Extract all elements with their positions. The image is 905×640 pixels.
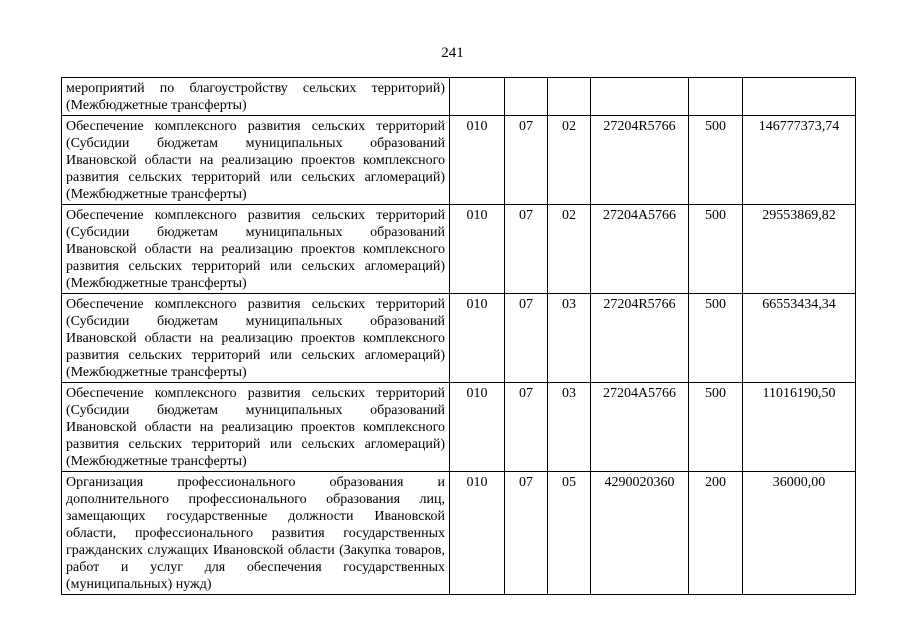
- subsection-code: 03: [548, 294, 591, 383]
- row-description: Обеспечение комплексного развития сельских территорий (Субсидии бюджетам муниципальных образований Ивановской области на реализацию проектов комплексного развития сельских территорий или сельских агломераций) (Межбюджетные трансферты): [62, 383, 450, 472]
- section-code: 07: [505, 294, 548, 383]
- admin-code: 010: [450, 294, 505, 383]
- expense-type-code: 500: [689, 116, 743, 205]
- target-code: 27204А5766: [591, 205, 689, 294]
- target-code: 27204А5766: [591, 383, 689, 472]
- admin-code: 010: [450, 383, 505, 472]
- expense-type-code: 500: [689, 205, 743, 294]
- admin-code: 010: [450, 116, 505, 205]
- section-code: [505, 78, 548, 116]
- row-description: Обеспечение комплексного развития сельских территорий (Субсидии бюджетам муниципальных образований Ивановской области на реализацию проектов комплексного развития сельских территорий или сельских агломераций) (Межбюджетные трансферты): [62, 116, 450, 205]
- table-row: [62, 78, 856, 116]
- amount: [743, 78, 856, 116]
- amount: 66553434,34: [743, 294, 856, 383]
- budget-table: [61, 77, 856, 595]
- subsection-code: 05: [548, 472, 591, 595]
- table-row: [62, 205, 856, 294]
- expense-type-code: [689, 78, 743, 116]
- section-code: 07: [505, 383, 548, 472]
- target-code: [591, 78, 689, 116]
- admin-code: 010: [450, 472, 505, 595]
- section-code: 07: [505, 205, 548, 294]
- table-row: [62, 116, 856, 205]
- subsection-code: 02: [548, 116, 591, 205]
- subsection-code: [548, 78, 591, 116]
- row-description: Обеспечение комплексного развития сельских территорий (Субсидии бюджетам муниципальных образований Ивановской области на реализацию проектов комплексного развития сельских территорий или сельских агломераций) (Межбюджетные трансферты): [62, 205, 450, 294]
- expense-type-code: 200: [689, 472, 743, 595]
- amount: 11016190,50: [743, 383, 856, 472]
- row-description: Обеспечение комплексного развития сельских территорий (Субсидии бюджетам муниципальных образований Ивановской области на реализацию проектов комплексного развития сельских территорий или сельских агломераций) (Межбюджетные трансферты): [62, 294, 450, 383]
- target-code: 27204R5766: [591, 294, 689, 383]
- subsection-code: 03: [548, 383, 591, 472]
- page-number: 241: [441, 45, 464, 61]
- row-description: мероприятий по благоустройству сельских территорий) (Межбюджетные трансферты): [62, 78, 450, 116]
- target-code: 4290020360: [591, 472, 689, 595]
- amount: 36000,00: [743, 472, 856, 595]
- table-row: [62, 294, 856, 383]
- target-code: 27204R5766: [591, 116, 689, 205]
- subsection-code: 02: [548, 205, 591, 294]
- expense-type-code: 500: [689, 383, 743, 472]
- table-row: [62, 472, 856, 595]
- section-code: 07: [505, 472, 548, 595]
- row-description: Организация профессионального образования и дополнительного профессионального образования лиц, замещающих государственные должности Ивановской области, профессионального развития государственных гражданских служащих Ивановской области (Закупка товаров, работ и услуг для обеспечения государственных (муниципальных) нужд): [62, 472, 450, 595]
- amount: 146777373,74: [743, 116, 856, 205]
- admin-code: [450, 78, 505, 116]
- section-code: 07: [505, 116, 548, 205]
- admin-code: 010: [450, 205, 505, 294]
- amount: 29553869,82: [743, 205, 856, 294]
- expense-type-code: 500: [689, 294, 743, 383]
- table-row: [62, 383, 856, 472]
